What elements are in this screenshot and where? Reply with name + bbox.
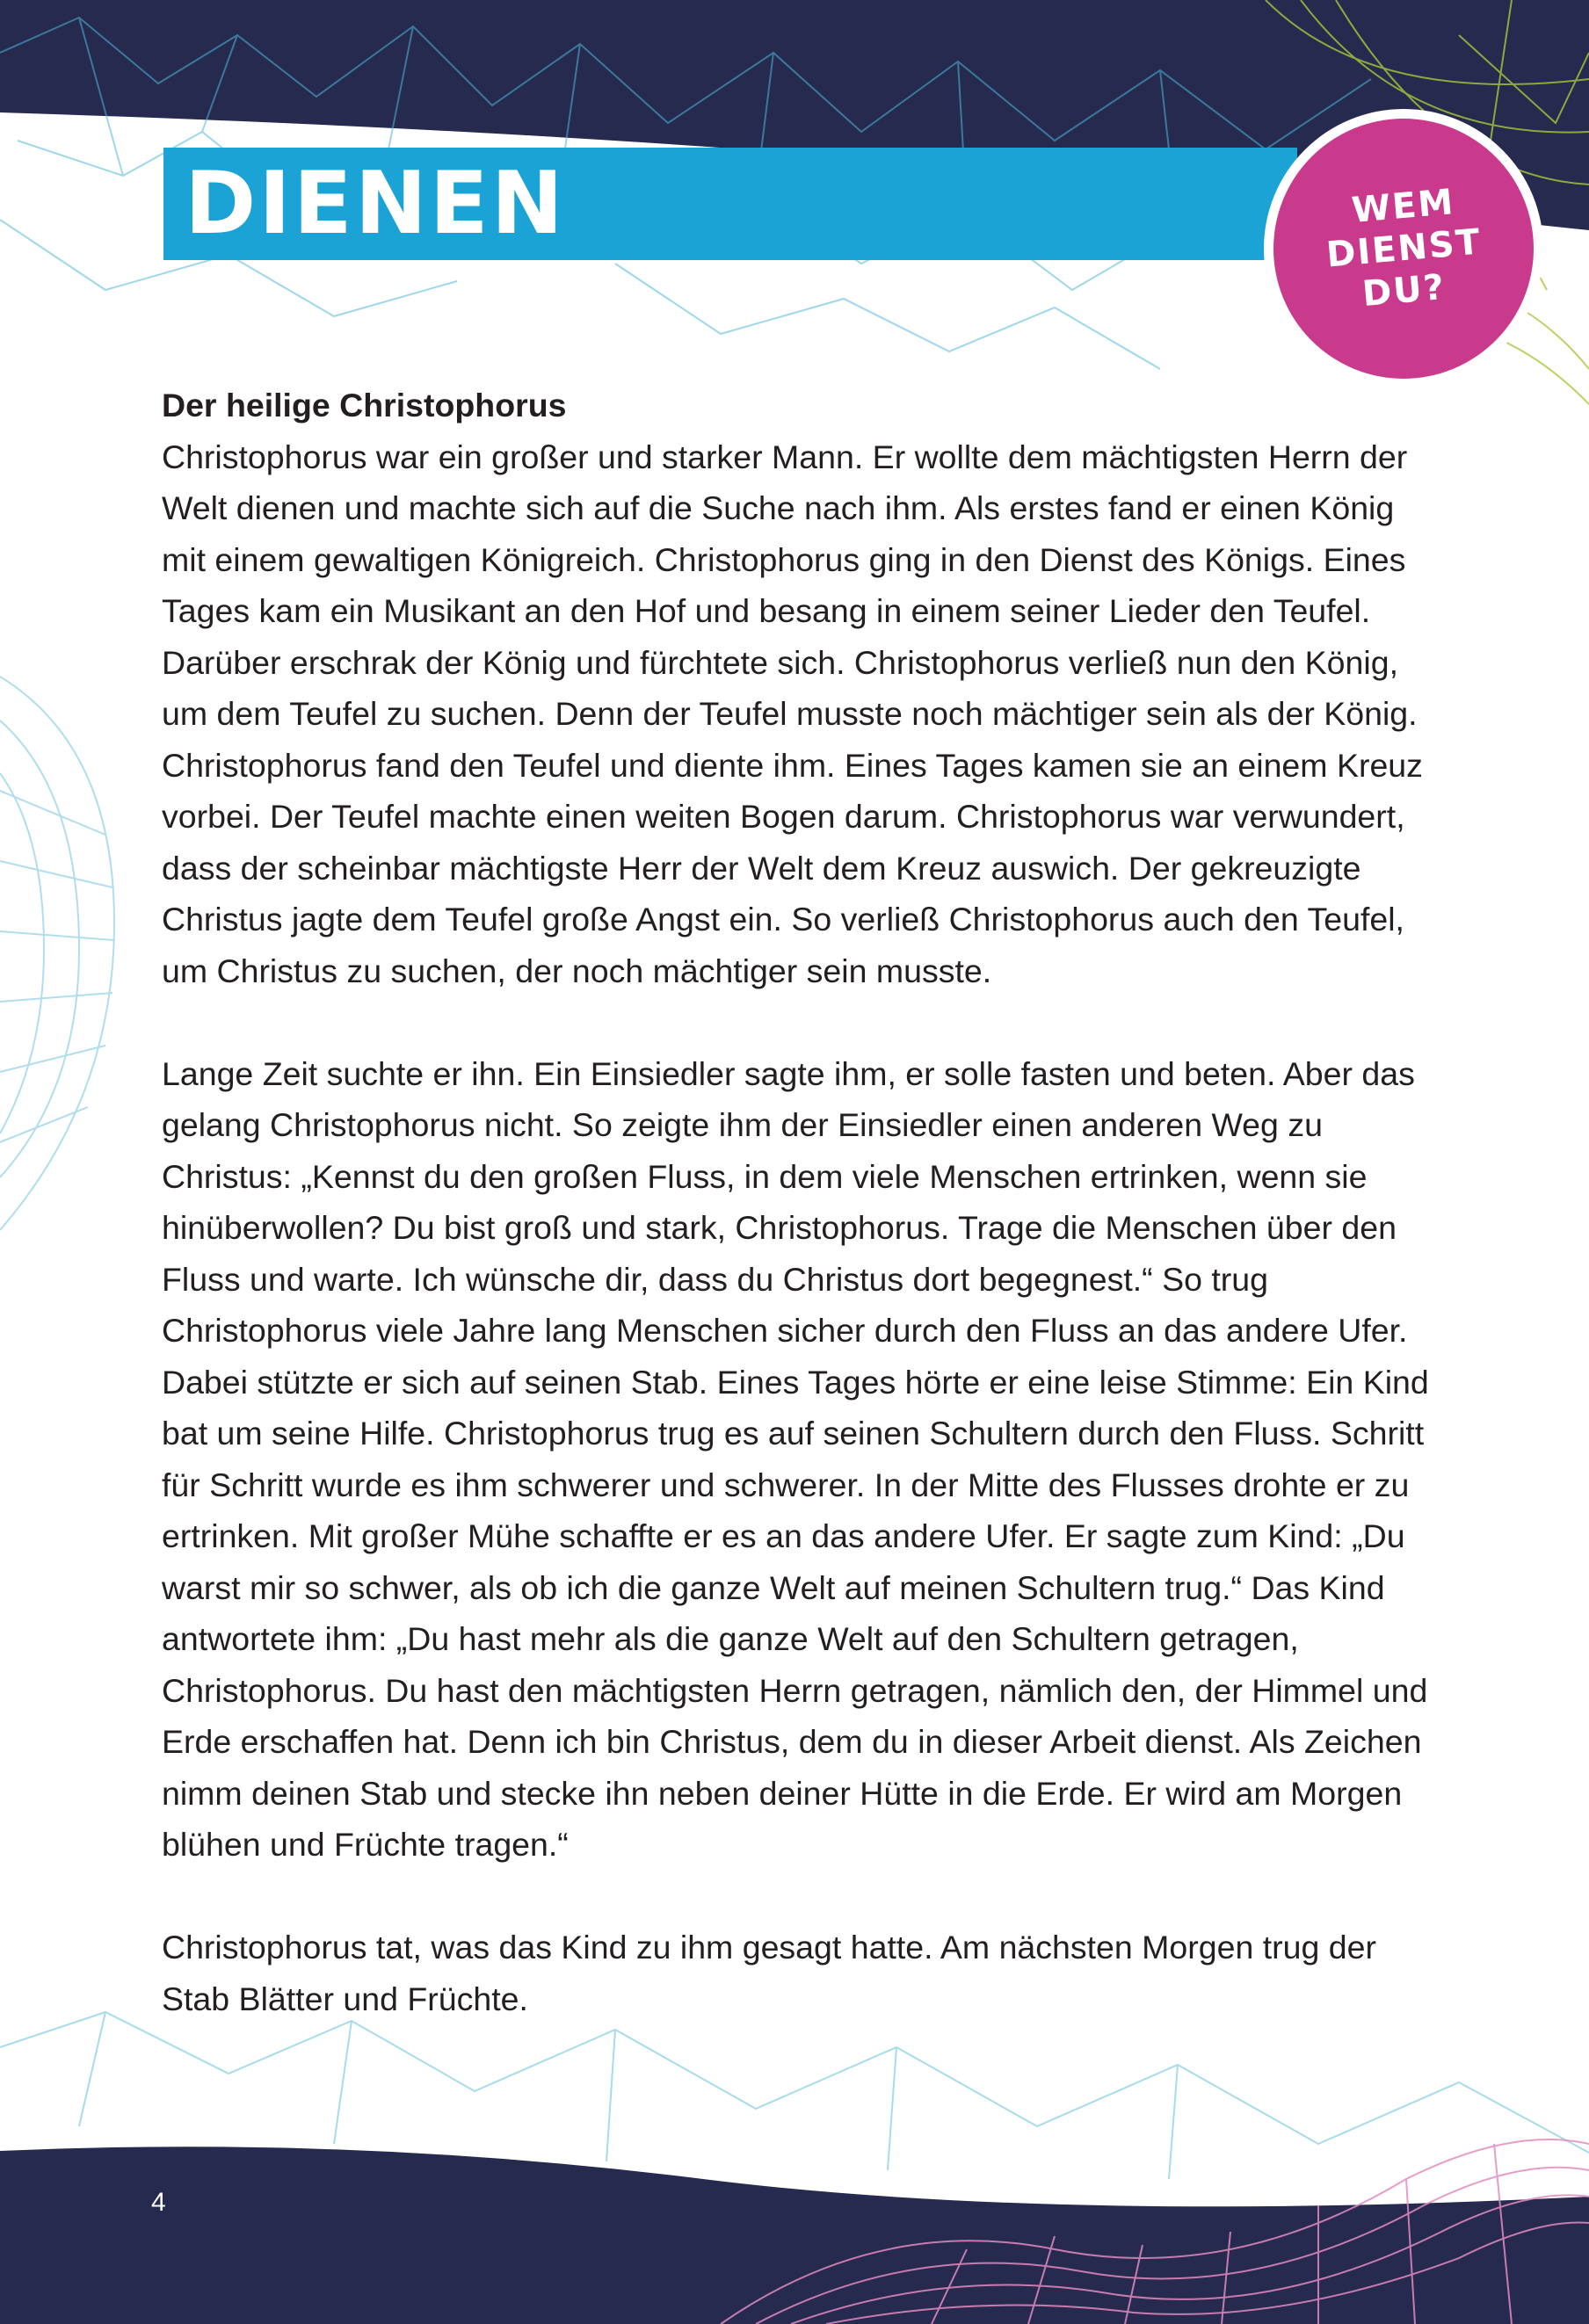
article-paragraph-1: Christophorus war ein großer und starker Mann. Er wollte dem mächtigsten Herrn der Welt dienen und machte sich auf die Suche nach ihm. Als erstes fand er einen König mit einem gewaltigen Königreich. Christophorus ging in den Dienst des Königs. Eines Tages kam ein Musikant an den Hof und besang in einem seiner Lieder den Teufel. Darüber erschrak der König und fürchtete sich. Christophorus verließ nun den König, um dem Teufel zu suchen. Denn der Teufel musste noch mächtiger sein als der König. Christophorus fand den Teufel und diente ihm. Eines Tages kamen sie an einem Kreuz vorbei. Der Teufel machte einen weiten Bogen darum. Christophorus war verwundert, dass der scheinbar mächtigste Herr der Welt dem Kreuz auswich. Der gekreuzigte Christus jagte dem Teufel große Angst ein. So verließ Christophorus auch den Teufel, um Christus zu suchen, der noch mächtiger sein musste. bbox=[162, 438, 1423, 989]
left-globe-lines bbox=[0, 677, 114, 1230]
article-body bbox=[162, 380, 1436, 2076]
bottom-navy-band bbox=[0, 2147, 1589, 2324]
article-paragraph-3: Christophorus tat, was das Kind zu ihm gesagt hatte. Am nächsten Morgen trug der Stab Blätter und Früchte. bbox=[162, 1929, 1376, 2017]
question-badge-circle bbox=[1273, 119, 1534, 379]
badge-line-2: DIENST bbox=[1324, 221, 1484, 276]
page-number: 4 bbox=[151, 2188, 166, 2217]
question-badge bbox=[1264, 109, 1543, 388]
page-title: DIENEN bbox=[185, 154, 566, 254]
badge-line-3: DU? bbox=[1360, 266, 1448, 315]
badge-line-1: WEM bbox=[1350, 181, 1457, 232]
article-heading: Der heilige Christophorus bbox=[162, 387, 567, 424]
article-paragraph-2: Lange Zeit suchte er ihn. Ein Einsiedler sagte ihm, er solle fasten und beten. Aber das gelang Christophorus nicht. So zeigte ihm der Einsiedler einen anderen Weg zu Christus: „Kennst du den großen Fluss, in dem viele Menschen ertrinken, wenn sie hinüberwollen? Du bist groß und stark, Christophorus. Trage die Menschen über den Fluss und warte. Ich wünsche dir, dass du Christus dort begegnest.“ So trug Christophorus viele Jahre lang Menschen sicher durch den Fluss an das andere Ufer. Dabei stützte er sich auf seinen Stab. Eines Tages hörte er eine leise Stimme: Ein Kind bat um seine Hilfe. Christophorus trug es auf seinen Schultern durch den Fluss. Schritt für Schritt wurde es ihm schwerer und schwerer. In der Mitte des Flusses drohte er zu ertrinken. Mit großer Mühe schaffte er es an das andere Ufer. Er sagte zum Kind: „Du warst mir so schwer, als ob ich die ganze Welt auf meinen Schultern trug.“ Das Kind antwortete ihm: „Du hast mehr als die ganze Welt auf den Schultern getragen, Christophorus. Du hast den mächtigsten Herrn getragen, nämlich den, der Himmel und Erde erschaffen hat. Denn ich bin Christus, dem du in dieser Arbeit dienst. Als Zeichen nimm deinen Stab und stecke ihn neben deiner Hütte in die Erde. Er wird am Morgen blühen und Früchte tragen.“ bbox=[162, 1054, 1429, 1863]
